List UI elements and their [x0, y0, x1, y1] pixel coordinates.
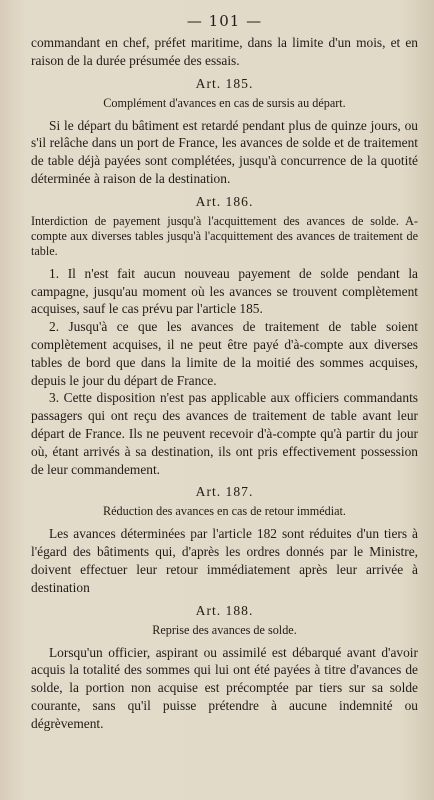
page-number: — 101 —: [186, 12, 263, 30]
article-185: [31, 76, 418, 188]
article-187: [31, 484, 418, 596]
article-title: Art. 185.: [195, 75, 254, 91]
article-188: [31, 603, 418, 733]
article-caption: Reprise des avances de solde.: [152, 622, 297, 637]
article-paragraph: Les avances déterminées par l'article 182 sont réduites d'un tiers à l'égard des bâtiments qui, d'après les ordres donnés par le Ministre, doivent effectuer leur retour immédiatement après leur arrivée à destination: [31, 526, 418, 595]
article-paragraph: 3. Cette disposition n'est pas applicable aux officiers commandants passagers qui ont reçu des avances de traitement de table avant leur départ de France. Ils ne peuvent recevoir d'à-compte qu'à partir du jour où, étant arrivés à sa destination, ils ont pris effectivement possession de leur commandement.: [31, 390, 418, 477]
article-caption: Complément d'avances en cas de sursis au départ.: [103, 95, 346, 110]
article-caption: Réduction des avances en cas de retour immédiat.: [103, 504, 346, 519]
article-title: Art. 187.: [195, 484, 254, 500]
article-paragraph: Lorsqu'un officier, aspirant ou assimilé est débarqué avant d'avoir acquis la totalité des sommes qui lui ont été payées à titre d'avances de solde, la portion non acquise est précomptée par tiers sur sa solde courante, sans qu'il puisse prétendre à aucune indemnité ou dégrèvement.: [31, 644, 418, 731]
article-paragraph: 2. Jusqu'à ce que les avances de traitement de table soient complètement acquises, il ne peut être payé d'à-compte aux diverses tables de bord que dans la limite de la moitié des sommes acquises, depuis le jour du départ de France.: [31, 319, 418, 388]
article-title: Art. 188.: [195, 602, 254, 618]
article-caption: Interdiction de payement jusqu'à l'acquittement des avances de solde. A-compte aux diverses tables jusqu'à l'acquittement des avances de traitement de table.: [31, 213, 418, 258]
article-186: [31, 194, 418, 479]
article-title: Art. 186.: [195, 193, 254, 209]
article-paragraph: Si le départ du bâtiment est retardé pendant plus de quinze jours, ou s'il relâche dans un port de France, les avances de solde et de traitement de table déjà payées sont complétées, jusqu'à concurrence de la quotité déterminée à raison de la destination.: [31, 117, 418, 186]
article-paragraph: 1. Il n'est fait aucun nouveau payement de solde pendant la campagne, jusqu'au moment où les avances se trouvent complètement acquises, sauf le cas prévu par l'article 185.: [31, 265, 418, 317]
intro-paragraph: commandant en chef, préfet maritime, dans la limite d'un mois, et en raison de la durée présumée des essais.: [31, 35, 418, 68]
